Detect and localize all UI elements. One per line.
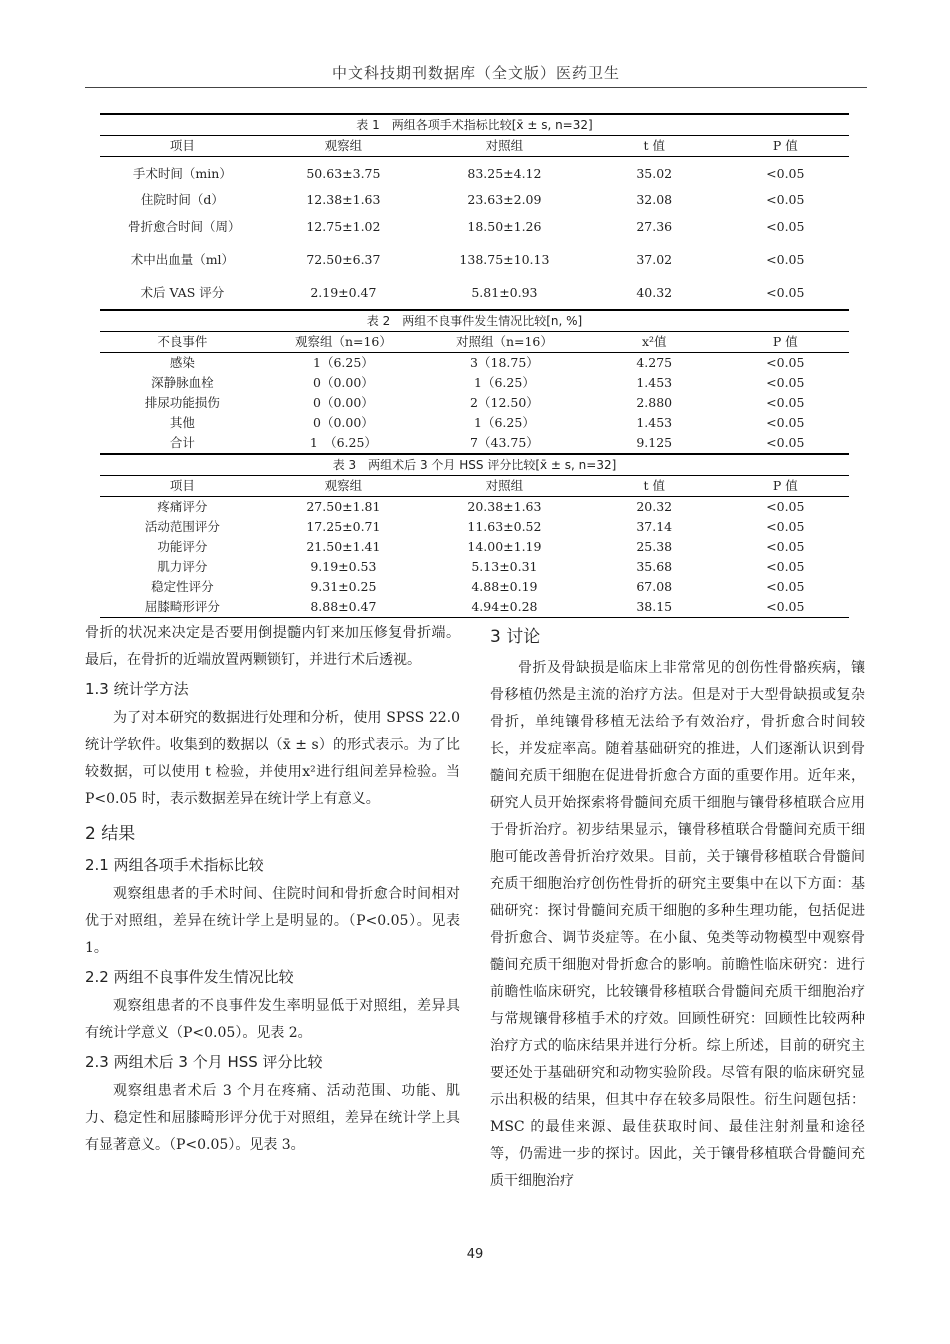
table2-row: [100, 353, 849, 374]
table3-cell: <0.05: [766, 559, 805, 574]
table3-cell: 38.15: [587, 597, 722, 618]
table2-row: [100, 413, 849, 433]
table3-cell: 稳定性评分: [151, 579, 214, 594]
table2-cell: 合计: [100, 433, 265, 454]
table3-cell: 14.00±1.19: [467, 539, 542, 554]
heading-results: 2 结果: [85, 824, 136, 844]
table1-row: [100, 190, 849, 210]
table3-cell: 屈膝畸形评分: [100, 597, 265, 618]
table1-cell: 术后 VAS 评分: [100, 276, 265, 310]
table2-cell: 2（12.50）: [470, 395, 539, 410]
table2-row: [100, 373, 849, 393]
table1-row: [100, 210, 849, 243]
table1-row: [100, 276, 849, 310]
table1-caption-row: [100, 114, 849, 136]
page-number: 49: [466, 1247, 484, 1262]
table3-cell: <0.05: [766, 519, 805, 534]
table3-cell: 8.88±0.47: [265, 597, 422, 618]
table1-row: [100, 157, 849, 191]
table2-row: [100, 393, 849, 413]
table3-row: [100, 517, 849, 537]
table2-cell: 7（43.75）: [422, 433, 587, 454]
table3-cell: 肌力评分: [157, 559, 208, 574]
table2-column-header: x²值: [587, 332, 722, 353]
table2-cell: 0（0.00）: [313, 415, 374, 430]
table3-row: [100, 497, 849, 518]
tables-block: [100, 113, 849, 618]
table3-row: [100, 537, 849, 557]
table2-cell: 9.125: [587, 433, 722, 454]
table3-cell: <0.05: [766, 499, 805, 514]
running-header: 中文科技期刊数据库（全文版）医药卫生: [331, 64, 620, 82]
right-column: [490, 620, 865, 1195]
table3-cell: 25.38: [636, 539, 673, 554]
table1-cell: 83.25±4.12: [467, 166, 542, 181]
table3-column-header: t 值: [587, 476, 722, 497]
table3-cell: 21.50±1.41: [306, 539, 381, 554]
heading-2-1: 2.1 两组各项手术指标比较: [85, 856, 264, 874]
results-tables: [100, 113, 849, 618]
table2-cell: 0（0.00）: [313, 395, 374, 410]
table3-caption-row: [100, 454, 849, 476]
table2-cell: 1 （6.25）: [265, 433, 422, 454]
table1-caption: 表 1 两组各项手术指标比较[x̄ ± s, n=32]: [100, 114, 849, 136]
table1-cell: 23.63±2.09: [467, 192, 542, 207]
table3-row: [100, 557, 849, 577]
table2-cell: 3（18.75）: [470, 355, 539, 370]
table1-cell: 35.02: [636, 166, 673, 181]
table3-cell: 功能评分: [157, 539, 208, 554]
paragraph-method-end: 骨折的状况来决定是否要用倒提髓内钉来加压修复骨折端。最后，在骨折的近端放置两颗锁钉，并进行术后透视。: [85, 625, 460, 668]
table2-column-header: 不良事件: [100, 332, 265, 353]
table2-cell: <0.05: [766, 375, 805, 390]
table2-header-row: [100, 332, 849, 353]
table3-cell: 67.08: [636, 579, 673, 594]
table2-cell: 1（6.25）: [313, 355, 374, 370]
table2-cell: 其他: [169, 415, 195, 430]
table1-cell: 住院时间（d）: [140, 192, 224, 207]
table1-cell: <0.05: [722, 276, 849, 310]
table1-cell: 72.50±6.37: [306, 252, 381, 267]
table2-cell: 2.880: [636, 395, 673, 410]
table3-cell: 11.63±0.52: [467, 519, 542, 534]
table2-column-header: 对照组（n=16）: [422, 332, 587, 353]
table1-column-header: 项目: [100, 136, 265, 157]
table2-cell: <0.05: [766, 395, 805, 410]
table3-cell: 20.38±1.63: [467, 499, 542, 514]
paragraph-2-1: 观察组患者的手术时间、住院时间和骨折愈合时间相对优于对照组，差异在统计学上是明显的。（P<0.05）。见表 1。: [85, 886, 460, 956]
table1-cell: <0.05: [766, 166, 805, 181]
table3-column-header: 观察组: [265, 476, 422, 497]
table1-cell: 12.38±1.63: [306, 192, 381, 207]
table2-cell: 1（6.25）: [474, 375, 535, 390]
table2-column-header: P 值: [722, 332, 849, 353]
table3-caption: 表 3 两组术后 3 个月 HSS 评分比较[x̄ ± s, n=32]: [100, 454, 849, 476]
paragraph-2-2: 观察组患者的不良事件发生率明显低于对照组，差异具有统计学意义（P<0.05）。见表 2。: [85, 998, 460, 1041]
table3-cell: 35.68: [636, 559, 673, 574]
table3-cell: <0.05: [722, 597, 849, 618]
table3-cell: 20.32: [636, 499, 673, 514]
table1-cell: 手术时间（min）: [132, 166, 232, 181]
table3-cell: 4.94±0.28: [422, 597, 587, 618]
table2-cell: <0.05: [766, 415, 805, 430]
table3-cell: 37.14: [636, 519, 673, 534]
table1-cell: 138.75±10.13: [459, 252, 550, 267]
table3-row: [100, 597, 849, 618]
table1-cell: 骨折愈合时间（周）: [128, 219, 241, 234]
table3-cell: <0.05: [766, 539, 805, 554]
table2-cell: 排尿功能损伤: [144, 395, 220, 410]
table2-caption: 表 2 两组不良事件发生情况比较[n, %]: [100, 310, 849, 332]
table1-cell: 12.75±1.02: [306, 219, 381, 234]
table1-cell: <0.05: [766, 219, 805, 234]
table2-cell: 0（0.00）: [313, 375, 374, 390]
table1-cell: <0.05: [766, 192, 805, 207]
table3-column-header: P 值: [722, 476, 849, 497]
table1-column-header: t 值: [587, 136, 722, 157]
table3-cell: <0.05: [766, 579, 805, 594]
table1-cell: 40.32: [587, 276, 722, 310]
table3-cell: 9.19±0.53: [310, 559, 377, 574]
table3-column-header: 对照组: [422, 476, 587, 497]
table1-cell: 18.50±1.26: [467, 219, 542, 234]
table1-column-header: 观察组: [265, 136, 422, 157]
table1-cell: 术中出血量（ml）: [130, 252, 235, 267]
left-column: [85, 620, 460, 1159]
heading-discussion: 3 讨论: [490, 627, 541, 647]
table1-cell: 2.19±0.47: [265, 276, 422, 310]
table2-cell: 4.275: [636, 355, 673, 370]
heading-1-3: 1.3 统计学方法: [85, 680, 189, 698]
table2-cell: 1（6.25）: [474, 415, 535, 430]
table2-cell: 1.453: [636, 415, 673, 430]
table1-cell: <0.05: [766, 252, 805, 267]
table1-header-row: [100, 136, 849, 157]
table3-cell: 17.25±0.71: [306, 519, 381, 534]
tables-body: [100, 114, 849, 618]
table1-cell: 37.02: [636, 252, 673, 267]
table1-cell: 50.63±3.75: [306, 166, 381, 181]
table2-cell: <0.05: [766, 355, 805, 370]
table1-column-header: 对照组: [422, 136, 587, 157]
table3-column-header: 项目: [100, 476, 265, 497]
paragraph-statistics: 为了对本研究的数据进行处理和分析，使用 SPSS 22.0 统计学软件。收集到的数据以（x̄ ± s）的形式表示。为了比较数据，可以使用 t 检验，并使用x²进行组间差异检验。当 P<0.05 时，表示数据差异在统计学上有意义。: [85, 710, 460, 807]
table2-column-header: 观察组（n=16）: [265, 332, 422, 353]
table1-cell: 27.36: [636, 219, 673, 234]
table3-cell: 活动范围评分: [144, 519, 220, 534]
paragraph-discussion: 骨折及骨缺损是临床上非常常见的创伤性骨骼疾病，镶骨移植仍然是主流的治疗方法。但是对于大型骨缺损或复杂骨折，单纯镶骨移植无法给予有效治疗，骨折愈合时间较长，并发症率高。随着基础研究的推进，人们逐渐认识到骨髓间充质干细胞在促进骨折愈合方面的重要作用。近年来，研究人员开始探索将骨髓间充质干细胞与镶骨移植联合应用于骨折治疗。初步结果显示，镶骨移植联合骨髓间充质干细胞可能改善骨折治疗效果。目前，关于镶骨移植联合骨髓间充质干细胞治疗创伤性骨折的研究主要集中在以下方面：基础研究：探讨骨髓间充质干细胞的多种生理功能，包括促进骨折愈合、调节炎症等。在小鼠、兔类等动物模型中观察骨髓间充质干细胞对骨折愈合的影响。前瞻性临床研究：进行前瞻性临床研究，比较镶骨移植联合骨髓间充质干细胞治疗与常规镶骨移植手术的疗效。回顾性研究：回顾性比较两种治疗方式的临床结果并进行分析。综上所述，目前的研究主要还处于基础研究和动物实验阶段。尽管有限的临床研究显示出积极的结果，但其中存在较多局限性。衍生问题包括：MSC 的最佳来源、最佳获取时间、最佳注射剂量和途径等，仍需进一步的探讨。因此，关于镶骨移植联合骨髓间充质干细胞治疗: [490, 660, 865, 1189]
table2-row: [100, 433, 849, 454]
table3-row: [100, 577, 849, 597]
table3-cell: 疼痛评分: [157, 499, 208, 514]
heading-2-3: 2.3 两组术后 3 个月 HSS 评分比较: [85, 1053, 323, 1071]
table2-cell: 1.453: [636, 375, 673, 390]
table3-cell: 4.88±0.19: [471, 579, 538, 594]
table1-cell: 32.08: [636, 192, 673, 207]
heading-2-2: 2.2 两组不良事件发生情况比较: [85, 968, 294, 986]
header-rule: [85, 87, 867, 88]
table2-cell: <0.05: [722, 433, 849, 454]
table3-cell: 27.50±1.81: [306, 499, 381, 514]
table2-cell: 深静脉血栓: [151, 375, 214, 390]
table3-cell: 5.13±0.31: [471, 559, 538, 574]
paragraph-2-3: 观察组患者术后 3 个月在疼痛、活动范围、功能、肌力、稳定性和屈膝畸形评分优于对照组，差异在统计学上具有显著意义。（P<0.05）。见表 3。: [85, 1083, 460, 1153]
table1-column-header: P 值: [722, 136, 849, 157]
table3-cell: 9.31±0.25: [310, 579, 377, 594]
table1-row: [100, 243, 849, 276]
table2-caption-row: [100, 310, 849, 332]
table3-header-row: [100, 476, 849, 497]
table1-cell: 5.81±0.93: [422, 276, 587, 310]
table2-cell: 感染: [169, 355, 195, 370]
